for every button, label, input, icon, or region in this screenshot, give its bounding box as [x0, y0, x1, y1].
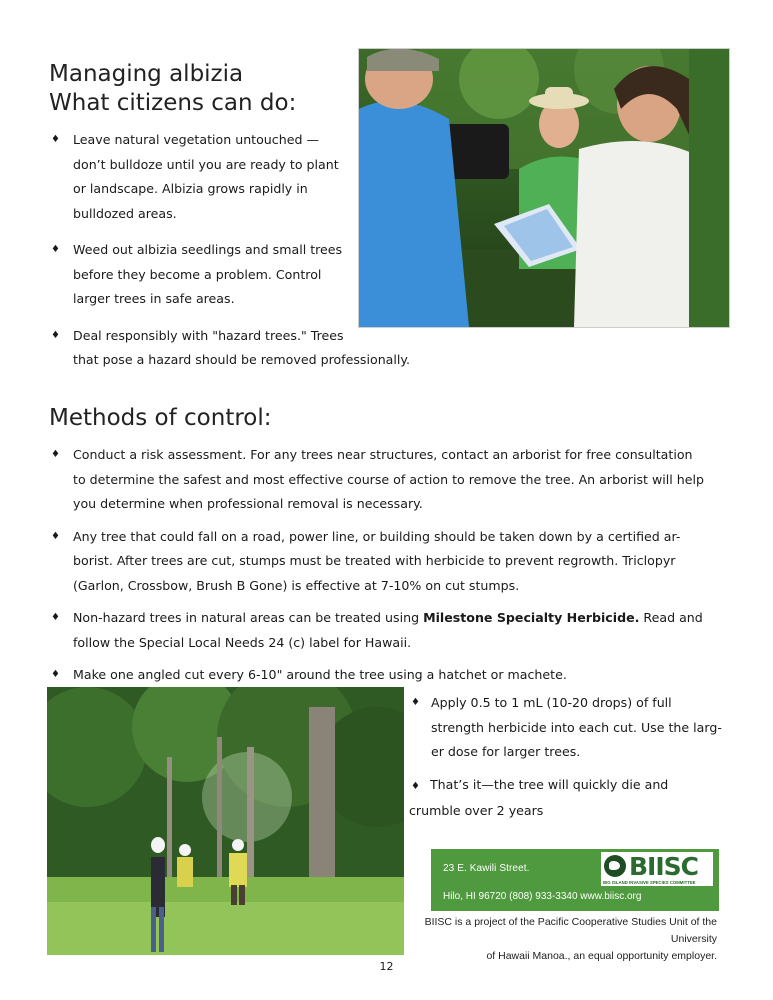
heading-what-citizens-can-do: What citizens can do:: [49, 90, 297, 116]
diamond-bullet-icon: ♦: [411, 697, 420, 708]
diamond-bullet-icon: ♦: [51, 669, 60, 680]
list-item: ♦ Leave natural vegetation untouched — don’t bulldoze until you are ready to plant or landscape. Albizia grows rapidly in bulldozed areas.: [49, 128, 439, 226]
photo-volunteers-image: [359, 49, 729, 327]
diamond-bullet-icon: ♦: [411, 780, 420, 792]
photo-forest-image: [47, 687, 404, 955]
list-item: ♦ Weed out albizia seedlings and small trees before they become a problem. Control larger trees in safe areas.: [49, 238, 439, 312]
contact-address: 23 E. Kawili Street.: [443, 863, 530, 874]
list-item: ♦ Make one angled cut every 6-10" around the tree using a hatchet or machete.: [49, 663, 739, 688]
application-bullet-list: [409, 691, 739, 834]
diamond-bullet-icon: ♦: [51, 612, 60, 623]
diamond-bullet-icon: ♦: [51, 449, 60, 460]
photo-volunteers-with-map: [358, 48, 730, 328]
list-item: ♦ Deal responsibly with "hazard trees." Trees that pose a hazard should be removed professionally.: [49, 324, 439, 373]
hawaii-island-icon: [604, 855, 626, 877]
diamond-bullet-icon: ♦: [51, 134, 60, 145]
list-item: ♦ Non-hazard trees in natural areas can be treated using Milestone Specialty Herbicide. Read and follow the Special Local Needs 24 (c) label for Hawaii.: [49, 606, 739, 655]
page-number: 12: [379, 960, 394, 973]
list-item: ♦ Apply 0.5 to 1 mL (10-20 drops) of full strength herbicide into each cut. Use the larg- er dose for larger trees.: [409, 691, 739, 765]
diamond-bullet-icon: ♦: [51, 244, 60, 255]
heading-methods-of-control: Methods of control:: [49, 405, 272, 431]
list-item: ♦ Conduct a risk assessment. For any trees near structures, contact an arborist for free consultation to determine the safest and most effective course of action to remove the tree. An arborist will help you determine when professional removal is necessary.: [49, 443, 739, 517]
herbicide-name: Milestone Specialty Herbicide.: [423, 610, 640, 625]
contact-box: [431, 849, 719, 911]
diamond-bullet-icon: ♦: [51, 329, 60, 341]
contact-city-phone-web: Hilo, HI 96720 (808) 933-3340 www.biisc.org: [443, 891, 642, 902]
organization-note: BIISC is a project of the Pacific Cooperative Studies Unit of the University of Hawaii Manoa., an equal opportunity employer.: [424, 916, 717, 962]
heading-managing-albizia: Managing albizia: [49, 61, 244, 87]
logo-subtitle: BIG ISLAND INVASIVE SPECIES COMMITTEE: [603, 880, 696, 885]
photo-albizia-forest: [47, 687, 404, 955]
diamond-bullet-icon: ♦: [51, 530, 60, 542]
list-item: ♦ Any tree that could fall on a road, power line, or building should be taken down by a certified ar- borist. After trees are cut, stumps must be treated with herbicide to prevent regrowth. Triclopyr (Garlon, Crossbow, Brush B Gone) is effective at 7-10% on cut stumps.: [49, 525, 739, 599]
logo-wordmark: BIISC: [629, 852, 699, 881]
section-citizens: [49, 60, 296, 118]
biisc-logo: [601, 852, 713, 886]
control-bullet-list: [49, 443, 739, 698]
list-item: ♦ That’s it—the tree will quickly die and crumble over 2 years: [409, 776, 669, 818]
